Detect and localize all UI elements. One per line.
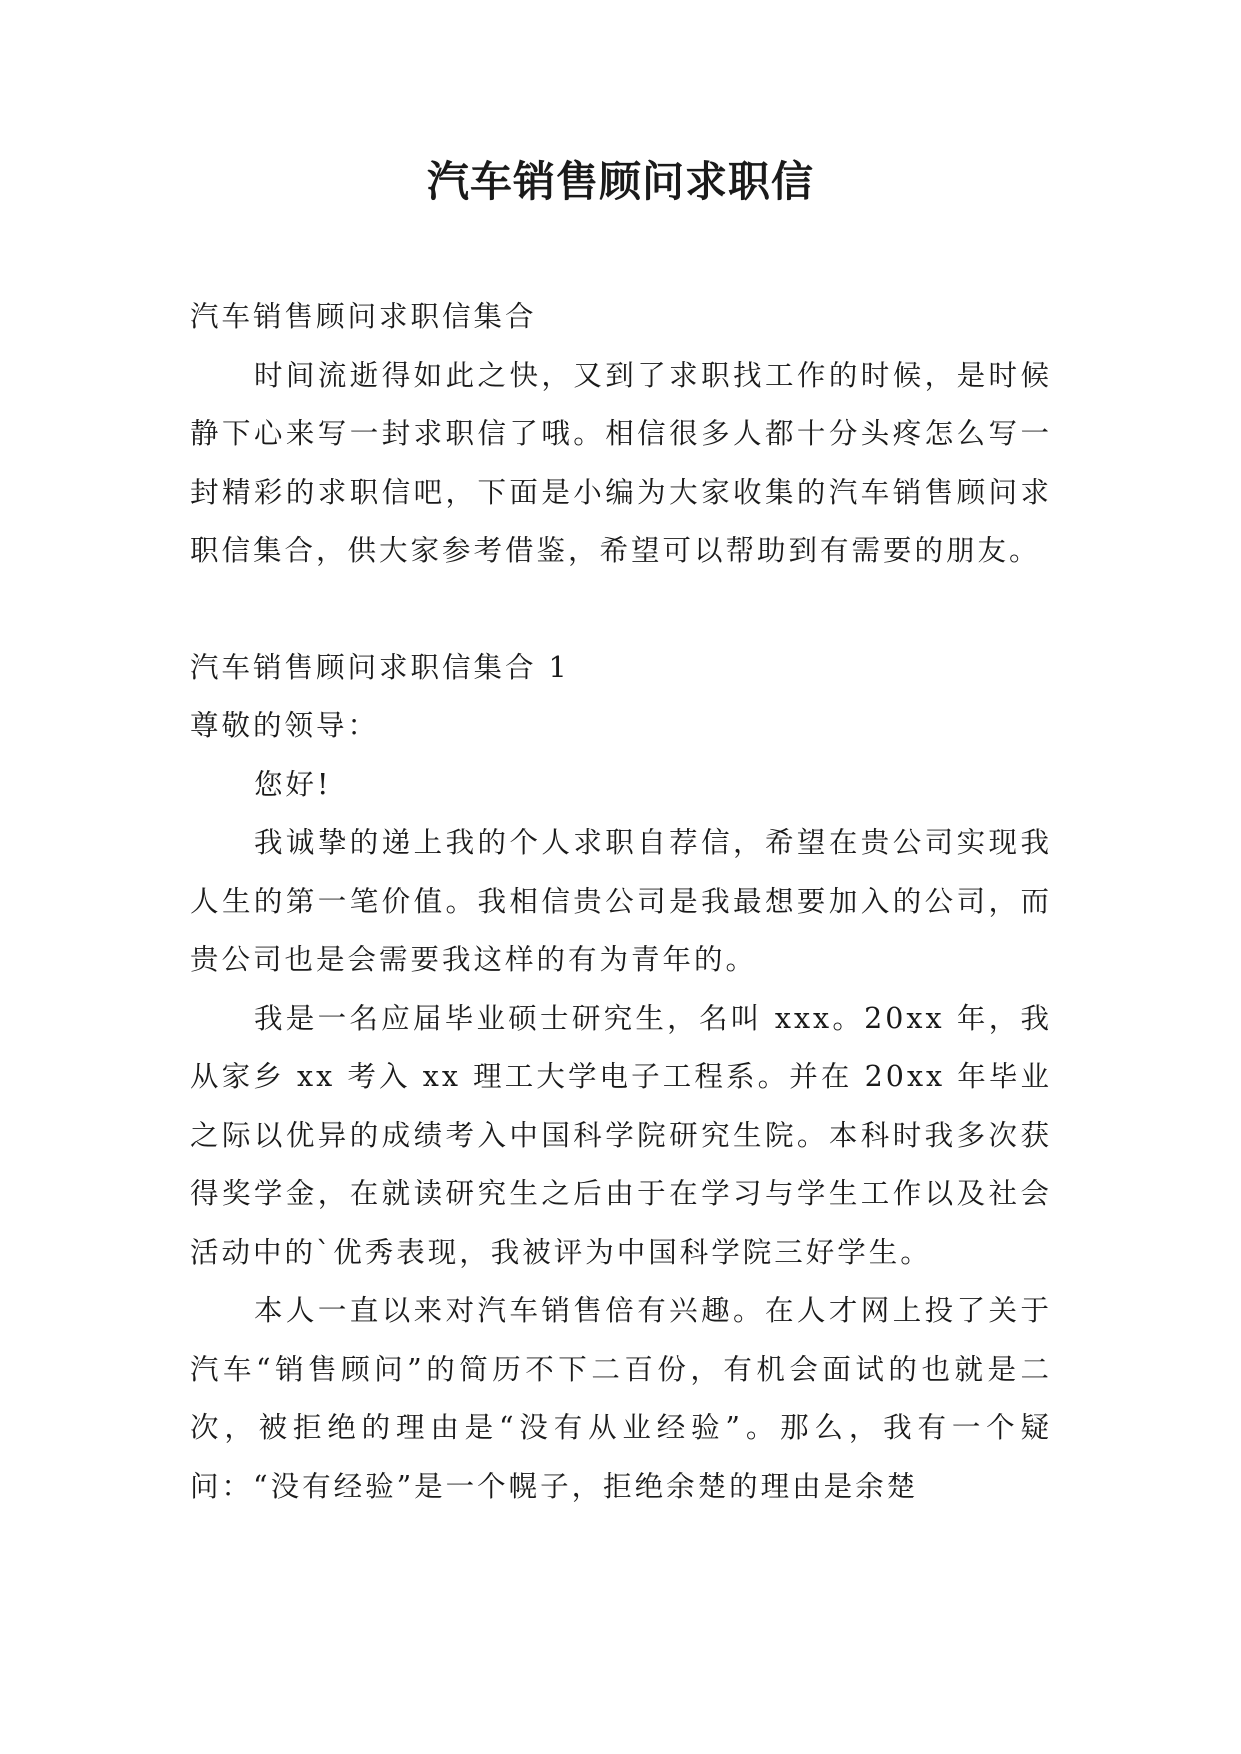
document-title: 汽车销售顾问求职信 bbox=[426, 157, 814, 206]
document-subtitle: 汽车销售顾问求职信集合 bbox=[190, 300, 537, 333]
greeting: 您好! bbox=[254, 767, 332, 801]
body-paragraph: 我诚挚的递上我的个人求职自荐信，希望在贵公司实现我人生的第一笔价值。我相信贵公司是我最想要加入的公司，而贵公司也是会需要我这样的有为青年的。 bbox=[190, 826, 1052, 976]
body-paragraph: 我是一名应届毕业硕士研究生，名叫 xxx。20xx 年，我从家乡 xx 考入 xx 理工大学电子工程系。并在 20xx 年毕业之际以优异的成绩考入中国科学院研究生院。本科时我多次获得奖学金，在就读研究生之后由于在学习与学生工作以及社会活动中的`优秀表现，我被评为中国科学院三好学生。 bbox=[190, 1001, 1052, 1269]
body-paragraph: 本人一直以来对汽车销售倍有兴趣。在人才网上投了关于汽车“销售顾问”的简历不下二百份，有机会面试的也就是二次，被拒绝的理由是“没有从业经验”。那么，我有一个疑问：“没有经验”是一个幌子，拒绝余楚的理由是余楚 bbox=[190, 1294, 1052, 1503]
intro-paragraph: 时间流逝得如此之快，又到了求职找工作的时候，是时候静下心来写一封求职信了哦。相信很多人都十分头疼怎么写一封精彩的求职信吧，下面是小编为大家收集的汽车销售顾问求职信集合，供大家参考借鉴，希望可以帮助到有需要的朋友。 bbox=[190, 358, 1052, 567]
section-spacer bbox=[190, 581, 1052, 639]
document-body bbox=[190, 288, 1052, 1516]
salutation: 尊敬的领导： bbox=[190, 709, 380, 742]
section-heading: 汽车销售顾问求职信集合 1 bbox=[190, 650, 570, 684]
